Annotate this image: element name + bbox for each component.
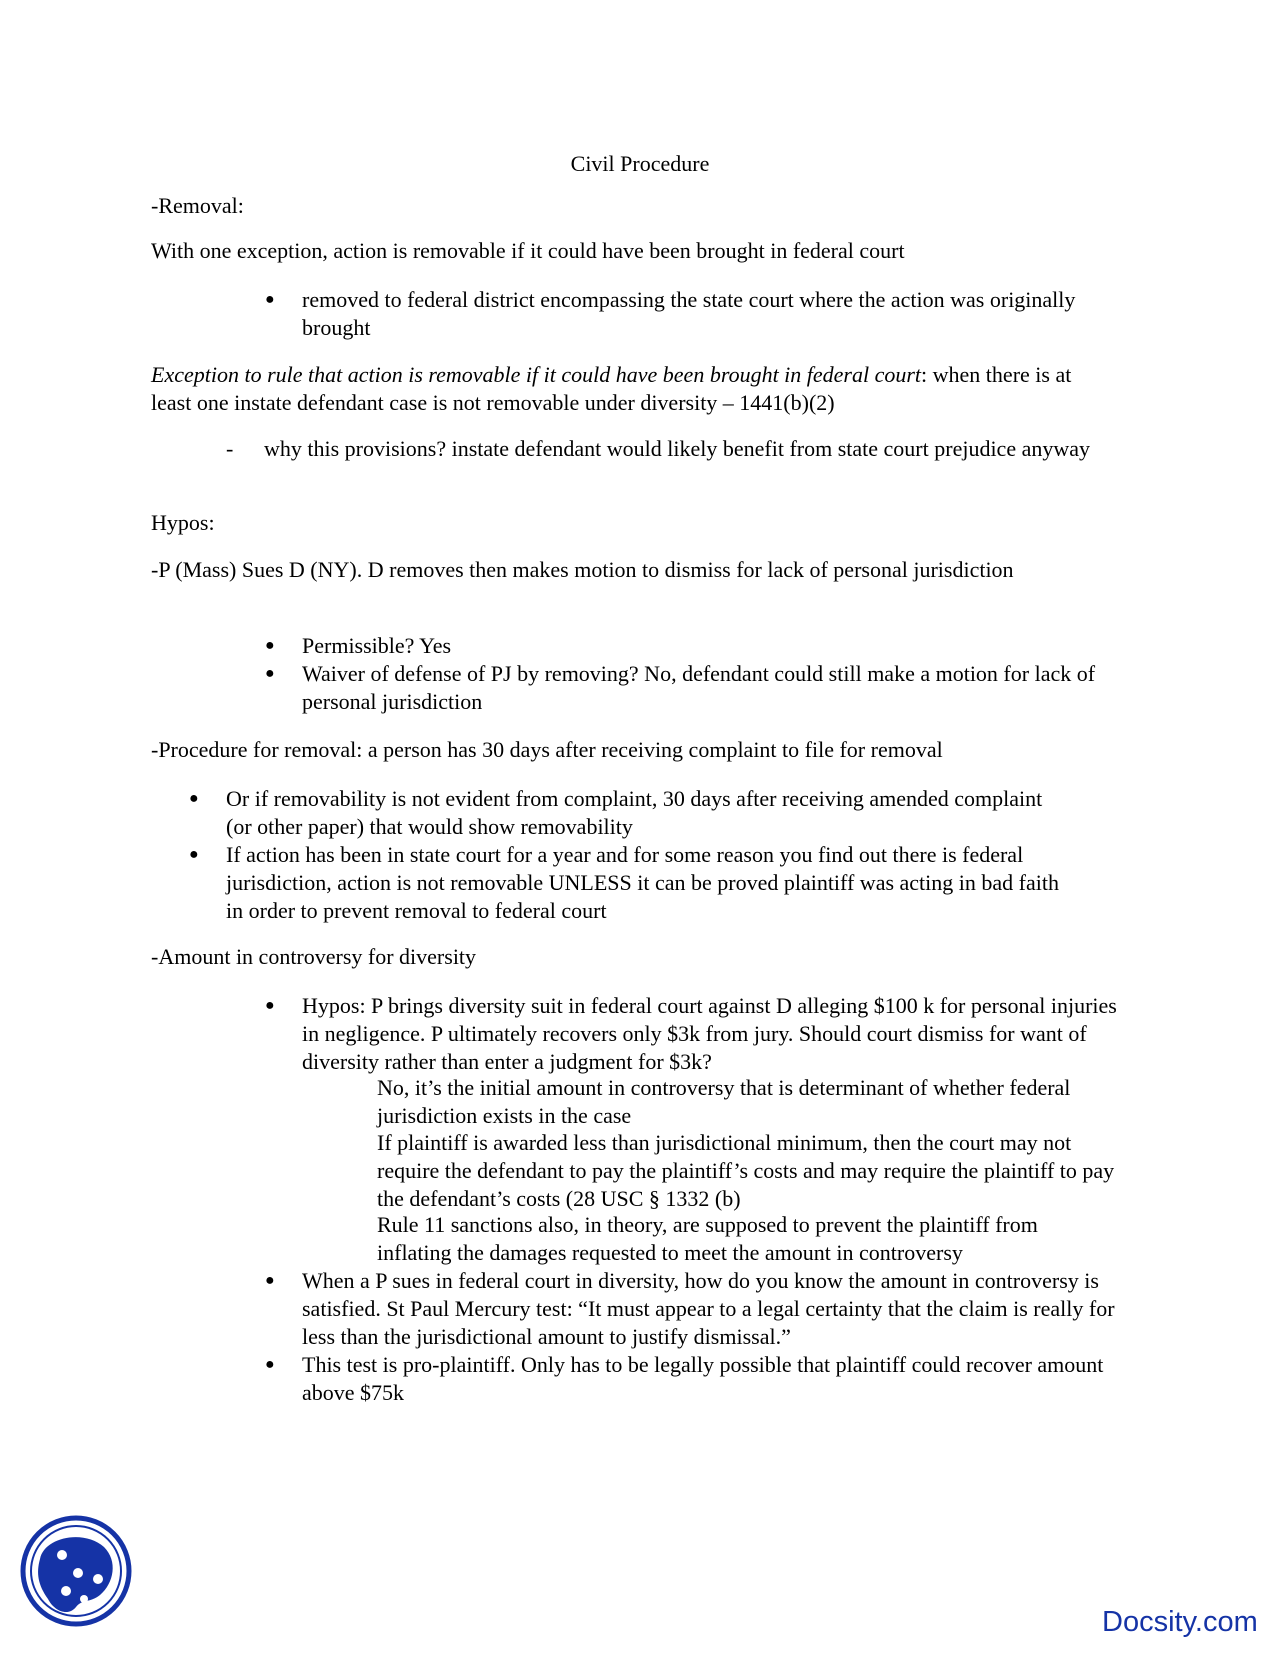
hypo-1: -P (Mass) Sues D (NY). D removes then makes motion to dismiss for lack of personal jurisdiction (151, 557, 1014, 582)
list-item-text: Waiver of defense of PJ by removing? No, defendant could still make a motion for lack of personal jurisdiction (302, 661, 1096, 714)
list-item (265, 1267, 1132, 1351)
procedure-paragraph: -Procedure for removal: a person has 30 days after receiving complaint to file for removal (151, 737, 943, 762)
hypo-1-bullet-list (265, 632, 1102, 716)
list-item-text: Or if removability is not evident from complaint, 30 days after receiving amended complaint (or other paper) that would show removability (226, 786, 1043, 839)
docsity-logo-icon (20, 1515, 132, 1627)
dash-list-item (226, 435, 1126, 463)
list-item-text: If action has been in state court for a year and for some reason you find out there is federal jurisdiction, action is not removable UNLESS it can be proved plaintiff was acting in bad faith in order to prevent removal to federal court (226, 842, 1059, 923)
removal-heading: -Removal: (151, 193, 244, 218)
list-item-text: Hypos: P brings diversity suit in federal court against D alleging $100 k for personal injuries in negligence. P ultimately recovers only $3k from jury. Should court dismiss for want of diversity rather than enter a judgment for $3k? (302, 993, 1117, 1074)
list-item (265, 1351, 1132, 1407)
list-item-text: This test is pro-plaintiff. Only has to be legally possible that plaintiff could recover amount above $75k (302, 1352, 1104, 1405)
list-item (265, 632, 1102, 660)
dash-item-text: why this provisions? instate defendant would likely benefit from state court prejudice anyway (264, 436, 1090, 461)
dash-marker: - (226, 436, 234, 461)
procedure-bullet-list (189, 785, 1066, 925)
list-item (265, 992, 1122, 1076)
list-item (189, 785, 1066, 841)
exception-italic: Exception to rule that action is removable if it could have been brought in federal court (151, 362, 922, 387)
amount-bullet-list-1 (265, 992, 1122, 1076)
list-item-text: removed to federal district encompassing the state court where the action was originally brought (302, 287, 1076, 340)
exception-paragraph (151, 361, 1111, 417)
amount-sub-2: If plaintiff is awarded less than jurisdictional minimum, then the court may not require the defendant to pay the plaintiff’s costs and may require the plaintiff to pay the defendant’s costs (28 USC § 1332 (b) (377, 1130, 1115, 1211)
bullet-icon: ● (265, 1272, 275, 1289)
amount-sub-3: Rule 11 sanctions also, in theory, are supposed to prevent the plaintiff from inflating the damages requested to meet the amount in controversy (377, 1212, 1038, 1265)
hypos-heading: Hypos: (151, 510, 215, 535)
bullet-icon: ● (265, 1356, 275, 1373)
bullet-icon: ● (265, 291, 275, 308)
removal-rule: With one exception, action is removable if it could have been brought in federal court (151, 238, 905, 263)
bullet-icon: ● (265, 637, 275, 654)
bullet-icon: ● (189, 790, 199, 807)
bullet-icon: ● (189, 846, 199, 863)
removal-bullet-list (265, 286, 1102, 342)
docsity-watermark: Docsity.com (1102, 1606, 1258, 1638)
amount-bullet-list-2 (265, 1267, 1132, 1407)
bullet-icon: ● (265, 665, 275, 682)
list-item-text: When a P sues in federal court in diversity, how do you know the amount in controversy is satisfied. St Paul Mercury test: “It must appear to a legal certainty that the claim is really for less than the jurisdictional amount to justify dismissal.” (302, 1268, 1115, 1349)
exception-rest: : when there is at least one instate defendant case is not removable under diversity – 1441(b)(2) (151, 362, 1072, 415)
list-item (265, 660, 1102, 716)
document-title: Civil Procedure (570, 151, 710, 176)
bullet-icon: ● (265, 997, 275, 1014)
amount-heading: -Amount in controversy for diversity (151, 944, 477, 969)
list-item (189, 841, 1066, 925)
list-item (265, 286, 1102, 342)
amount-sub-1: No, it’s the initial amount in controversy that is determinant of whether federal jurisdiction exists in the case (377, 1075, 1071, 1128)
list-item-text: Permissible? Yes (302, 633, 452, 658)
